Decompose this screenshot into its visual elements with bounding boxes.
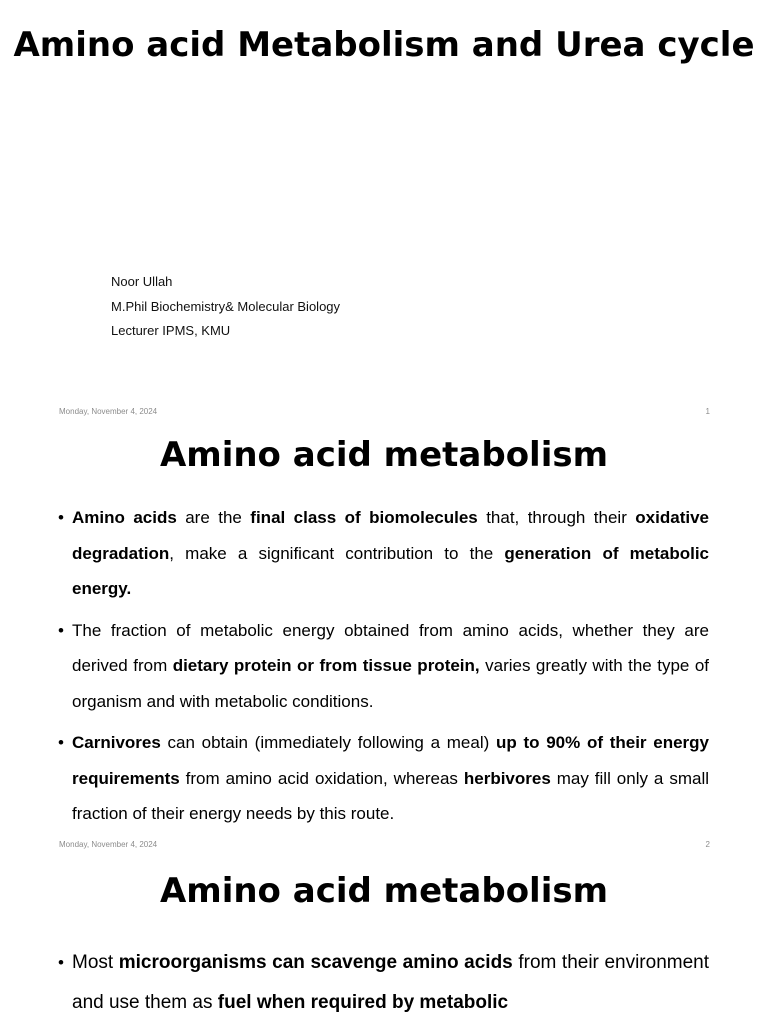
text-run: can obtain (immediately following a meal) (160, 733, 496, 752)
slide-3-title: Amino acid metabolism (159, 871, 609, 911)
text-run: from their environment and use them as (72, 952, 709, 1013)
bullet-dot: • (58, 953, 64, 972)
author-position: Lecturer IPMS, KMU (111, 323, 231, 338)
text-run: may fill only a small fraction of their energy needs by this route. (72, 768, 709, 823)
slide-3-bullet-list (58, 943, 709, 1023)
author-name: Noor Ullah (111, 274, 173, 289)
slide-1-footer-date: Monday, November 4, 2024 (59, 407, 158, 416)
bullet-item (58, 500, 709, 607)
bullet-item (58, 943, 709, 1023)
bullet-dot: • (58, 508, 64, 527)
slide-1-title: Amino acid Metabolism and Urea cycle (13, 25, 755, 65)
bold-text-run: up to 90% of their energy requirements (72, 733, 709, 788)
text-run: varies greatly with the type of organism and with metabolic conditions. (72, 656, 709, 711)
text-run: Most (72, 952, 119, 973)
bold-text-run: herbivores (463, 768, 551, 788)
bold-text-run: Amino acids (72, 508, 177, 527)
bullet-dot: • (58, 620, 64, 640)
text-run: from amino acid oxidation, whereas (179, 768, 464, 788)
bold-text-run: Carnivores (72, 733, 161, 752)
author-block (111, 270, 340, 344)
bold-text-run: oxidative degradation (72, 508, 709, 563)
bold-text-run: generation of metabolic energy. (72, 543, 709, 598)
bold-text-run: dietary protein or from tissue protein, (172, 656, 480, 675)
bullet-item (58, 613, 709, 720)
bold-text-run: microorganisms can scavenge amino acids (118, 952, 513, 973)
bullet-dot: • (58, 733, 64, 752)
bullet-item (58, 725, 709, 832)
slide-2-page-number: 2 (705, 840, 710, 849)
slide-1-page-number: 1 (705, 407, 710, 416)
slide-2-footer-date: Monday, November 4, 2024 (59, 840, 158, 849)
text-run: that, through their (477, 508, 636, 527)
text-run: , make a significant contribution to the (169, 543, 505, 563)
slide-2-bullet-list (58, 500, 709, 838)
slide-2-title: Amino acid metabolism (159, 435, 609, 475)
text-run: The fraction of metabolic energy obtained from amino acids, whether they are derived from (72, 620, 709, 675)
bold-text-run: final class of biomolecules (250, 508, 478, 527)
author-degree: M.Phil Biochemistry& Molecular Biology (111, 298, 341, 314)
text-run: are the (176, 508, 251, 527)
bold-text-run: fuel when required by metabolic (217, 992, 509, 1013)
